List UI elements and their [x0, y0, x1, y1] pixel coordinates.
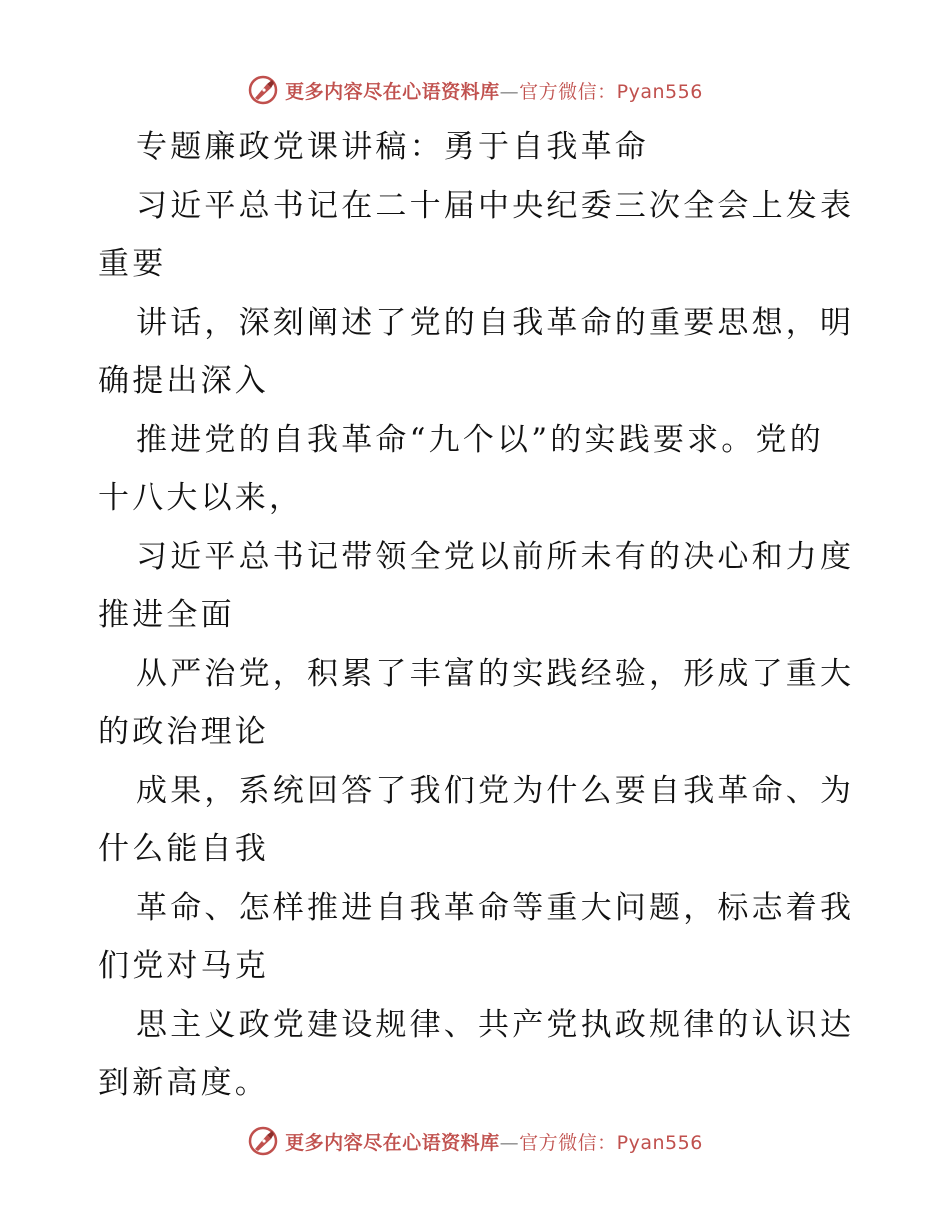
text-line: 习近平总书记在二十届中央纪委三次全会上发表 [136, 187, 855, 224]
banner-text [285, 1128, 703, 1155]
text-line: 革命、怎样推进自我革命等重大问题，标志着我 [136, 889, 855, 926]
text-line: 从严治党，积累了丰富的实践经验，形成了重大 [136, 655, 855, 692]
text-line: 重要 [98, 246, 167, 282]
banner-main-text: 更多内容尽在心语资料库 [285, 1131, 500, 1154]
text-line: 推进全面 [98, 597, 235, 633]
header-banner [0, 70, 950, 110]
banner-separator: — [499, 1131, 520, 1154]
document-body [98, 118, 858, 1113]
text-line: 们党对马克 [98, 948, 269, 984]
banner-wechat-text: 官方微信：Pyan556 [519, 80, 703, 103]
pen-nib-icon [247, 74, 279, 106]
banner-separator: — [499, 80, 520, 103]
text-line: 什么能自我 [98, 831, 269, 867]
text-line: 十八大以来， [98, 480, 304, 516]
footer-banner [0, 1121, 950, 1161]
banner-main-text: 更多内容尽在心语资料库 [285, 80, 500, 103]
text-line: 习近平总书记带领全党以前所未有的决心和力度 [136, 538, 855, 575]
text-line: 的政治理论 [98, 714, 269, 750]
text-line: 推进党的自我革命“九个以”的实践要求。党的 [136, 421, 824, 458]
text-line: 思主义政党建设规律、共产党执政规律的认识达 [136, 1006, 855, 1043]
banner-wechat-text: 官方微信：Pyan556 [519, 1131, 703, 1154]
text-line: 到新高度。 [98, 1065, 269, 1101]
pen-nib-icon [247, 1125, 279, 1157]
banner-text [285, 77, 703, 104]
text-line: 讲话，深刻阐述了党的自我革命的重要思想，明 [136, 304, 855, 341]
document-title: 专题廉政党课讲稿：勇于自我革命 [136, 129, 649, 165]
text-line: 确提出深入 [98, 363, 269, 399]
text-line: 成果，系统回答了我们党为什么要自我革命、为 [136, 772, 855, 809]
